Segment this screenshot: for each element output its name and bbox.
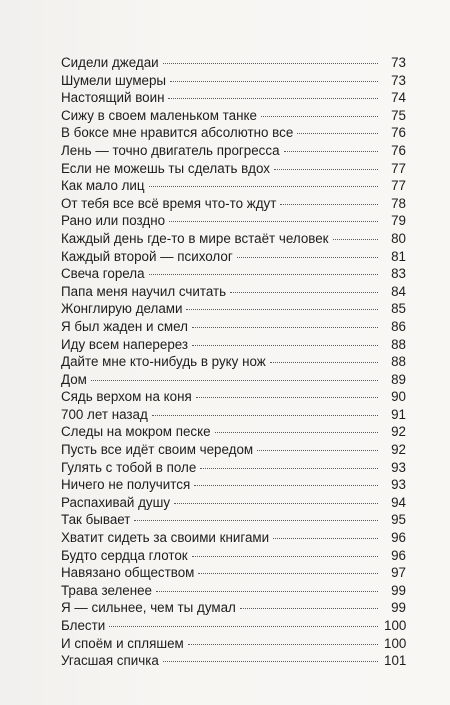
dot-leader: [192, 327, 378, 328]
dot-leader: [186, 309, 378, 310]
dot-leader: [280, 204, 378, 205]
toc-entry: [61, 336, 406, 354]
toc-entry: [61, 318, 406, 336]
dot-leader: [188, 644, 378, 645]
dot-leader: [240, 608, 378, 609]
toc-entry-page-number: 79: [391, 213, 406, 229]
toc-entry-page-number: 100: [384, 618, 407, 633]
toc-entry-title: Сидели джедаи: [61, 55, 159, 70]
toc-entry-page-number: 78: [391, 195, 406, 211]
toc-entry-title: Я — сильнее, чем ты думал: [61, 600, 236, 616]
dot-leader: [333, 239, 378, 240]
toc-entry-title: Распахивай душу: [61, 494, 171, 510]
dot-leader: [257, 450, 378, 451]
toc-entry: [61, 423, 406, 441]
toc-entry-page-number: 91: [391, 406, 406, 422]
toc-entry-title: Хватит сидеть за своими книгами: [61, 530, 270, 546]
dot-leader: [149, 274, 378, 275]
toc-entry: [61, 652, 406, 670]
toc-entry-title: Как мало лиц: [61, 178, 145, 194]
toc-entry-page-number: 101: [384, 653, 407, 669]
toc-entry-title: Блести: [61, 618, 106, 633]
toc-entry-page-number: 88: [391, 354, 406, 370]
toc-entry-page-number: 84: [391, 283, 406, 299]
toc-entry-page-number: 89: [391, 371, 406, 387]
toc-entry: [61, 283, 406, 301]
toc-entry: [61, 89, 406, 107]
toc-entry-page-number: 81: [391, 248, 406, 264]
toc-entry-title: Я был жаден и смел: [61, 318, 188, 334]
toc-entry-page-number: 76: [391, 142, 406, 158]
dot-leader: [192, 345, 378, 346]
dot-leader: [169, 221, 378, 222]
toc-entry: [61, 582, 406, 600]
toc-entry-page-number: 92: [391, 442, 406, 458]
toc-entry-title: Лень — точно двигатель прогресса: [61, 142, 280, 158]
toc-entry-title: В боксе мне нравится абсолютно все: [61, 125, 294, 141]
toc-entry: [61, 195, 406, 213]
toc-entry: [61, 564, 406, 582]
toc-entry: [61, 54, 406, 72]
toc-entry-title: Пусть все идёт своим чередом: [61, 442, 254, 458]
toc-entry-title: Трава зеленее: [61, 582, 152, 598]
toc-entry: [61, 406, 406, 424]
table-of-contents: [61, 54, 406, 670]
toc-entry: [61, 160, 406, 178]
dot-leader: [91, 380, 378, 381]
dot-leader: [230, 292, 378, 293]
dot-leader: [152, 415, 378, 416]
toc-entry-title: Гулять с тобой в поле: [61, 459, 197, 475]
toc-entry-title: Свеча горела: [61, 266, 145, 282]
toc-entry-page-number: 88: [391, 336, 406, 352]
toc-entry-title: Ничего не получится: [61, 477, 191, 493]
toc-entry-title: Рано или поздно: [61, 213, 166, 229]
toc-entry-title: 700 лет назад: [61, 406, 148, 422]
toc-entry-title: Шумели шумеры: [61, 72, 167, 88]
dot-leader: [200, 468, 378, 469]
dot-leader: [163, 661, 378, 662]
dot-leader: [273, 538, 378, 539]
toc-entry-page-number: 99: [391, 582, 406, 598]
toc-entry-title: От тебя все всё время что-то ждут: [61, 195, 277, 211]
toc-entry-page-number: 100: [384, 635, 407, 651]
toc-entry-page-number: 76: [391, 125, 406, 141]
toc-entry-page-number: 74: [391, 90, 406, 106]
dot-leader: [194, 485, 378, 486]
toc-entry-page-number: 80: [391, 230, 406, 246]
dot-leader: [297, 133, 378, 134]
toc-entry: [61, 599, 406, 617]
toc-entry-title: Сядь верхом на коня: [61, 389, 192, 405]
toc-entry: [61, 107, 406, 125]
toc-entry: [61, 494, 406, 512]
toc-entry: [61, 265, 406, 283]
toc-entry-page-number: 99: [391, 600, 406, 616]
toc-entry-title: Так бывает: [61, 512, 131, 528]
dot-leader: [163, 63, 378, 64]
toc-entry-title: Сижу в своем маленьком танке: [61, 107, 257, 123]
toc-entry: [61, 124, 406, 142]
toc-entry-title: Каждый второй — психолог: [61, 248, 233, 264]
toc-entry: [61, 248, 406, 266]
toc-entry-title: И споём и спляшем: [61, 635, 184, 651]
dot-leader: [274, 169, 378, 170]
toc-entry-title: Дайте мне кто-нибудь в руку нож: [61, 354, 266, 370]
dot-leader: [174, 503, 378, 504]
toc-entry: [61, 142, 406, 160]
dot-leader: [215, 432, 378, 433]
toc-entry-page-number: 73: [391, 55, 406, 70]
dot-leader: [134, 520, 378, 521]
toc-entry-page-number: 96: [391, 547, 406, 563]
toc-entry: [61, 388, 406, 406]
toc-entry-page-number: 77: [391, 178, 406, 194]
dot-leader: [198, 573, 378, 574]
toc-entry-page-number: 95: [391, 512, 406, 528]
toc-entry-page-number: 77: [391, 160, 406, 176]
dot-leader: [270, 362, 378, 363]
toc-entry: [61, 212, 406, 230]
toc-entry: [61, 371, 406, 389]
dot-leader: [170, 81, 378, 82]
toc-entry-page-number: 73: [391, 72, 406, 88]
toc-entry-page-number: 93: [391, 459, 406, 475]
toc-entry-page-number: 75: [391, 107, 406, 123]
toc-entry-title: Иду всем наперерез: [61, 336, 189, 352]
toc-entry-page-number: 85: [391, 301, 406, 317]
toc-entry-title: Угасшая спичка: [61, 653, 159, 669]
toc-entry-title: Настоящий воин: [61, 90, 165, 106]
dot-leader: [156, 591, 378, 592]
toc-entry: [61, 529, 406, 547]
toc-entry-page-number: 93: [391, 477, 406, 493]
toc-entry-page-number: 90: [391, 389, 406, 405]
toc-entry-page-number: 92: [391, 424, 406, 440]
dot-leader: [192, 556, 378, 557]
toc-entry: [61, 459, 406, 477]
dot-leader: [109, 626, 378, 627]
toc-entry: [61, 353, 406, 371]
toc-entry: [61, 230, 406, 248]
toc-entry-page-number: 97: [391, 565, 406, 581]
toc-entry: [61, 547, 406, 565]
toc-entry: [61, 177, 406, 195]
dot-leader: [261, 116, 378, 117]
toc-entry-title: Если не можешь ты сделать вдох: [61, 160, 270, 176]
toc-entry: [61, 441, 406, 459]
toc-entry: [61, 476, 406, 494]
toc-entry-title: Каждый день где-то в мире встаёт человек: [61, 230, 329, 246]
dot-leader: [168, 98, 378, 99]
toc-entry-title: Жонглирую делами: [61, 301, 183, 317]
toc-entry-page-number: 94: [391, 494, 406, 510]
toc-entry-page-number: 83: [391, 266, 406, 282]
toc-entry-title: Следы на мокром песке: [61, 424, 211, 440]
toc-entry: [61, 511, 406, 529]
dot-leader: [237, 257, 378, 258]
toc-entry-page-number: 86: [391, 318, 406, 334]
toc-entry: [61, 300, 406, 318]
toc-entry-title: Дом: [61, 371, 87, 387]
toc-entry: [61, 617, 406, 635]
toc-entry: [61, 635, 406, 653]
toc-entry: [61, 72, 406, 90]
toc-entry-title: Навязано обществом: [61, 565, 195, 581]
toc-entry-title: Папа меня научил считать: [61, 283, 227, 299]
dot-leader: [284, 151, 378, 152]
toc-entry-title: Будто сердца глоток: [61, 547, 188, 563]
dot-leader: [196, 397, 378, 398]
dot-leader: [149, 186, 378, 187]
toc-entry-page-number: 96: [391, 530, 406, 546]
